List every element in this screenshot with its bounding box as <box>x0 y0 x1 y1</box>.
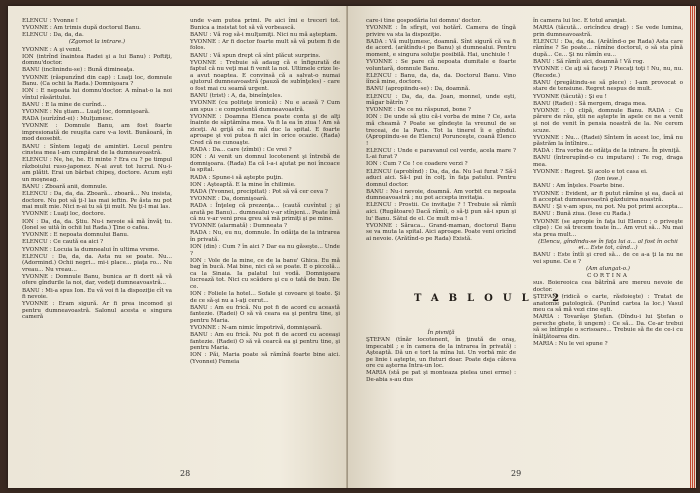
scene-heading: În pivniţă <box>427 330 455 336</box>
dialogue-line: BANU : Zboară anii, domnule. <box>22 184 108 191</box>
dialogue-line: ELENCU : Yvonne ! <box>22 18 78 24</box>
dialogue-line: RADA : Spune-i să aştepte puţin. <box>190 174 283 181</box>
dialogue-line: ION : Cum ? Ce ! ce coadere verzi ? <box>366 161 468 168</box>
dialogue-line: MARIA (tăcută... oricîndcu drag) : Se vede lumina, prin dumneavoastră. <box>533 25 683 38</box>
dialogue-line: RADA : Era vorba de odăiţa de la intrare. În pivniţă. <box>533 148 681 155</box>
dialogue-line: MARIA : Nu le vei spune ? <box>533 341 608 348</box>
dialogue-line: BANU : Şi v-am spus, nu pot. Nu pot primi accepta... <box>533 204 683 211</box>
dialogue-line: YVONNE : Evident, ar fi putut rămîne şi ea, dacă ai fi acceptat dumneavoastră găzduirea noastră. <box>533 190 683 204</box>
dialogue-line: YVONNE : În sfîrşit, voi hotărî. Camera de lîngă privire va sta la dispoziţie. <box>366 25 516 38</box>
dialogue-line: BANU : Mi-a spus Ion. Eu vă voi fi la dispoziţie cît va fi nevoie. <box>22 287 172 301</box>
book-spread <box>8 6 696 488</box>
dialogue-line: unde v-am putea primi. Pe aici îmi e treceri tot. Bunica a insistat tot să vă vorbească. <box>190 18 340 31</box>
dialogue-line: RADA : Înţeleg că prezenţa... (caută cuvîntul ; şi arată pe Banu)... dumnealui v-ar stînjeni... Poate îmă că nu v-ar veni prea greu să mă primiţi şi pe mine. <box>190 203 340 223</box>
dialogue-line: RADA (Yvonnei, precipitat) : Pot să vă cer ceva ? <box>190 188 328 195</box>
tableau-title: TABLOUL 2 <box>414 293 570 304</box>
dialogue-line: ELENCU : Unde e paravanul cel verde, acela mare ? L-ai furat ? <box>366 147 516 161</box>
dialogue-line: BANU : Este întîi şi cred să... de ce a-a ţi la nu ne vei spune. Ce e ? <box>533 252 683 266</box>
dialogue-line: YVONNE (cu politeţe ironică) : Nu e acasă ? Cum am spus : e competentă dumneavoastră. <box>190 100 340 113</box>
dialogue-line: BANU : Am eu frică. Nu pot fi de acord cu aceeaşi fantezie. (Radei) O să vă cearcă ea şi pentru tine, şi pentru Maria. <box>190 332 340 352</box>
dialogue-line: (Ion iese.) <box>593 176 623 183</box>
dialogue-line: YVONNE (răspunzînd din cap) : Luaţi loc, domnule Banu. (Ca ochii la Rada.) Domnişoara ? <box>22 74 172 88</box>
dialogue-line: ION : Ai venit un domnul locotenent şi întrebă de domnişoara. (Rada) Ea că l-a-i ajutat pe noi încoace la spital. <box>190 154 340 174</box>
dialogue-line: ELENCU : Ce caută ea aici ? <box>22 239 104 246</box>
dialogue-line: BANU : Vă rog să-i mulţumiţi. Nici nu mă aşteptam. <box>190 31 338 38</box>
dialogue-line: ELENCU : Da, da, da. <box>22 32 84 39</box>
dialogue-line: YVONNE : Ce aţi să faceţi ? Piecaţi toţi ! Nu, nu, nu. (Recede.) <box>533 66 683 79</box>
dialogue-line: (Zgomot la intrare.) <box>68 39 126 46</box>
dialogue-line: YVONNE : Domnule Banu, am fost foarte impresionată de reuşita care v-a lovit. Bunăoară, în mod deosebit. <box>22 123 172 143</box>
dialogue-line: YVONNE : Da, domnişoară. <box>190 195 268 202</box>
dialogue-line: RADA (surîzînd-ei) : Mulţumesc. <box>22 116 114 123</box>
right-column-1 <box>366 18 516 243</box>
dialogue-line: ION (din) : Cum ? în aici ? Dar ea nu găseşte... Unde ? <box>190 244 340 257</box>
dialogue-line: (Elencu, gîndindu-se în faţa lui a... al fost în ochii ei... Este tot, când...) <box>538 238 678 252</box>
dialogue-line: ION : Foliele la hotel... Sofale şi covoare şi toate. Şi de ce să-şi nu a l-aţi cerut... <box>190 291 340 304</box>
dialogue-line: BANU (pregătindu-se să plece) : I-am provocat o stare de tensiune. Regret nespus de mult. <box>533 79 683 93</box>
dialogue-line: YVONNE : De ce nu răspunzi, bone ? <box>366 107 471 114</box>
dialogue-line: BANU : Am înţeles. Foarte bine. <box>533 183 625 190</box>
dialogue-line: ELENCU (aprobînd) : Da, da, da. Nu l-ai furat ? Să-l aduci aici. Să-l pui în colţ. în faţa patului. Pentru domnul doctor. <box>366 168 516 188</box>
dialogue-line: (Am alungat-o.) <box>586 266 630 273</box>
dialogue-line: YVONNE (alarmată) : Dumneata ? <box>190 223 288 230</box>
dialogue-line: RADA : Nu, eu nu, domnule. În odăiţa de la intrarea în privată. <box>190 230 340 243</box>
dialogue-line: YVONNE : Trebuie să adaug că e înfigurată de faptul că nu veţi mai fi venit la noi. Ultimele crize le-a avut noaptea. E convinsă că a salvat-o numai ajutorul dumneavoastră (pauză de subînţeles) - care o fost mai cu seamă urgent. <box>190 59 340 92</box>
dialogue-line: YVONNE : Am trimis după doctorul Banu. <box>22 25 141 32</box>
dialogue-line: ION : Aşteaptă. E la mine în chilimie. <box>190 181 296 188</box>
dialogue-line: BANU : E la mine de curînd... <box>22 101 107 108</box>
dialogue-line: BANU : Nu-i nevoie, doamnă. Am vorbit cu nepoata dumneavoastră ; nu pot accepta invitaţia. <box>366 188 516 202</box>
dialogue-line: ŞTEFAN (tînăr locotenent, în ţinută de oraş, impecabil ; e în camera de la intrarea în privată) : Aşteaptă. Dă un e tort la mîna lui. Un vorbă mic de pe linie i aştepte, un fluturi doar. Poate deja câteva ore cu aşterna Intra-un loc. <box>366 337 516 370</box>
dialogue-line: MARIA : Tovarăşe Ştefan. (Dîndu-i lui Ştefan o pereche ghete, îi ungem) : Ce să... Da. Ce-ar trebui să se întîmple o scrisoare... Trebuie să fie de ce-i cu înălţătoarea din. <box>533 314 683 340</box>
dialogue-line: ELENCU : Ne, he, he. Ei minte ? Era cu ? pe timpul războiului ruso-japonez. N-ai avut tot lucrul. Nu-i-am plătit. Erai un bărbat chipeş, doctore. Acum eşti un moşneag. <box>22 157 172 183</box>
dialogue-line: în camera lui loc. E totul aranjat. <box>533 18 627 24</box>
dialogue-line: BANU : Am eu frică. Nu pot fi de acord cu această fantezie. (Radei) O să vă ceara ea şi pentru tine, şi pentru Maria. <box>190 304 340 324</box>
dialogue-line: BANU (întrerupînd-o cu imputare) : Te rog, draga mea. <box>533 155 683 169</box>
dialogue-line: YVONNE (tăcută) : Şi eu ! <box>533 93 607 100</box>
dialogue-line: YVONNE : N-am nimic împotrivă, domnişoară. <box>190 325 322 332</box>
dialogue-line: BADA : Vă mulţumesc, doamnă. Sînt sigură că va fi de acord. (arătîndu-i pe Banu) şi dumnealui. Pentru moment, e singura soluţie posibilă. Hai, unchiule ! <box>366 38 516 58</box>
dialogue-line: BANU (trist) : A, da, bineînţeles. <box>190 92 283 99</box>
dialogue-line: care-i tine gospodăria lui domnu' doctor. <box>366 18 482 24</box>
cortina-label: CORTINA <box>587 273 629 280</box>
dialogue-line: YVONNE : Doamna Elenca poate conta şi de alţi înainte de săptămîna mea. Va fi la ea în ziua ! Am să ziceţi. Ai grijă că nu mă duc la spital. E foarte aproape şi voi putea fi aici în orice ocazie. (Rada) Cred că ne cunoaşte. <box>190 113 340 146</box>
dialogue-line: YVONNE : Locuia la dumnealui în ultima vreme. <box>22 246 160 253</box>
dialogue-line: ELENCU : Banu, da, da, da. Doctorul Banu. Vino îîncă mine, doctore. <box>366 72 516 86</box>
dialogue-line: BANU (inclinindu-se) : Bună dimineaţa. <box>22 67 135 74</box>
dialogue-line: ELENCU : Da, da, da. Zboară... zboară... Nu insista, doctore. Nu pot să ţi-l las mai ieftin. Pe ăsta nu pot mai mult mie. Nici n-ai tu să ţii mult. Nu ţi-l mai las. <box>22 191 172 211</box>
dialogue-line: YVONNE : Domnule Banu, bunica ar fi dorit să vă ofere gîndurile la noi, dar, vedeţi dumneavoastră... <box>22 273 172 287</box>
dialogue-line: ION (intrînd înaintea Radei şi a lui Banu) : Poftiţi, domnu'doctor. <box>22 53 172 67</box>
dialogue-line: YVONNE : Nu... (Radei) Sîntem în acest loc, îmă nu păstrăm la întîlnire... <box>533 134 683 148</box>
dialogue-line: YVONNE : A şi venit. <box>22 46 82 53</box>
dialogue-line: YVONNE : Săraca... Grand-maman, doctorul Banu se va muta la spital. Aici aproape. Poate veni oricînd ai nevoie. (Arătînd-o pe Rada) Există. <box>366 222 516 242</box>
dialogue-line: ELENCU : Da, da, da. Asta nu se poate. Nu... (Adormind.) Ochii negri... mi-i place... piaţa ro... Nu vreau... Nu vreau... <box>22 253 172 273</box>
dialogue-line: RADA : Da... care (zîmbi) : Ce vrei ? <box>190 147 292 154</box>
dialogue-line: ELENCU : Prostii. Ce invitaţie ? ! Trebuie să rămîi aici. (Rugătoare) Dacă rămîi, o să-ţi pun să-i spun şi lu' Banu. Sătul de el. Ce mult mi-a ! <box>366 202 516 222</box>
dialogue-line: BANU (apropiindu-se) : Da, doamnă. <box>366 86 470 93</box>
dialogue-line: YVONNE : Luaţi loc, doctore. <box>22 211 106 218</box>
dialogue-line: YVONNE : Ar fi doctor foarte mult să vă putem fi de folos. <box>190 38 340 52</box>
dialogue-line: ELENCU : Da, da, da. Joan, monnel, unde eşti, măgar bătrîn ? <box>366 93 516 107</box>
right-page-number: 29 <box>511 469 522 478</box>
left-column-2 <box>190 18 340 366</box>
dialogue-line: ELENCU : Da, da, da. (Arătînd-o pe Rada) Asta care rămîne ? Se poate... rămîne doctorul, o să sta pînă după... Ce... Şi nu rămîn eu... <box>533 38 683 58</box>
dialogue-line: ION : Păi, Maria poate să rămînă foarte bine aici. (Yvonnei) Femeia <box>190 352 340 365</box>
dialogue-line: YVONNE : Regret. Şi acolo e tot casa ei. <box>533 169 648 176</box>
left-column-1 <box>22 18 172 322</box>
dialogue-line: YVONNE : Nu ştiam... Luaţi loc, domnişoară. <box>22 109 150 116</box>
dialogue-line: sus. Boiereoica cea bătrînă are mereu nevoie de doctor. <box>533 280 683 293</box>
right-column-1-lower <box>366 330 516 384</box>
dialogue-line: BANU : Bună ziua. (Iese cu Rada.) <box>533 211 631 218</box>
dialogue-line: ŞTEFAN (ridică o carte, răsfoieşte) : Tratat de anatomie patologică. (Punînd cartea la loc.) Vasul meu ca să mă vezi cine eşti. <box>533 294 683 314</box>
left-page-number: 28 <box>180 469 191 478</box>
dialogue-line: MARIA (stă pe pat şi monteaza pielea unei erme) : De-abia s-au dus <box>366 370 516 384</box>
dialogue-line: ION : De unde să ştiu că-i vorba de mine ? Ce, asta mă cheamă ? Poate se gîndeşte la vreunul de se treceai, de la Paris. Tot la tinerel îi e gîndul. (Apropiindu-se de Elencu) Porunceşte, coană Elenco ! <box>366 114 516 147</box>
right-page <box>348 6 696 488</box>
dialogue-line: BANU : Sîntem legaţi de amintiri. Lecul pentru cinstea mea l-am cumpărat de la dumneavoastră. <box>22 143 172 157</box>
left-page <box>8 6 348 488</box>
dialogue-line: YVONNE : Se pare că nepoata dumitale e foarte voluntară, domnule Banu. <box>366 59 516 72</box>
dialogue-line: YVONNE : Eram sigură. Ar fi prea incomod şi pentru dumneavoastră. Salonul acesta e singura cameră <box>22 301 172 321</box>
book-page-edge <box>690 6 696 488</box>
dialogue-line: BANU (Radei) : Să mergem, draga mea. <box>533 100 647 107</box>
dialogue-line: YVONNE (se apropie în faţa lui Elencu ; o priveşte clipe) : Ce să trecem toate în... Am vrut să... Nu mai sta prea mult... <box>533 218 683 238</box>
dialogue-line: BANU : Vă spun drept că sînt plăcut surprins. <box>190 52 321 59</box>
dialogue-line: ION : Da, da, da. Ştiu. Nu-i nevoie să mă învăţ tu. (Ionel se uită în ochii lui Rada.) Ţine o cafea. <box>22 218 172 232</box>
dialogue-line: YVONNE : O clipă, domnule Banu. RADA : Cu părere de rău, ştii ne aştepte în apele ce ne a venit şi noi de venit în pensia noastră de la. Ne cerem scuze. <box>533 107 683 134</box>
dialogue-line: ION : E nepoata lui domnu'doctor. A mînat-o la noi vîntul răsăritului. <box>22 88 172 101</box>
dialogue-line: YVONNE : E nepoata domnului Banu. <box>22 232 129 239</box>
dialogue-line: ION : Vole de la mine, ce de la banu' Ghica. Eu mă bag în bucă. Mai bine, nici că se poate. E o piccolă... ca la Sinaia. Ia palatul lui vodă. Domnişoara lucrează tot. Nici cu scădere şi cu o tată de bun. De ce. <box>190 257 340 291</box>
dialogue-line: BANU : Să rămîi aici, doamnă ! Vă rog. <box>533 59 645 66</box>
right-column-2 <box>533 18 683 348</box>
